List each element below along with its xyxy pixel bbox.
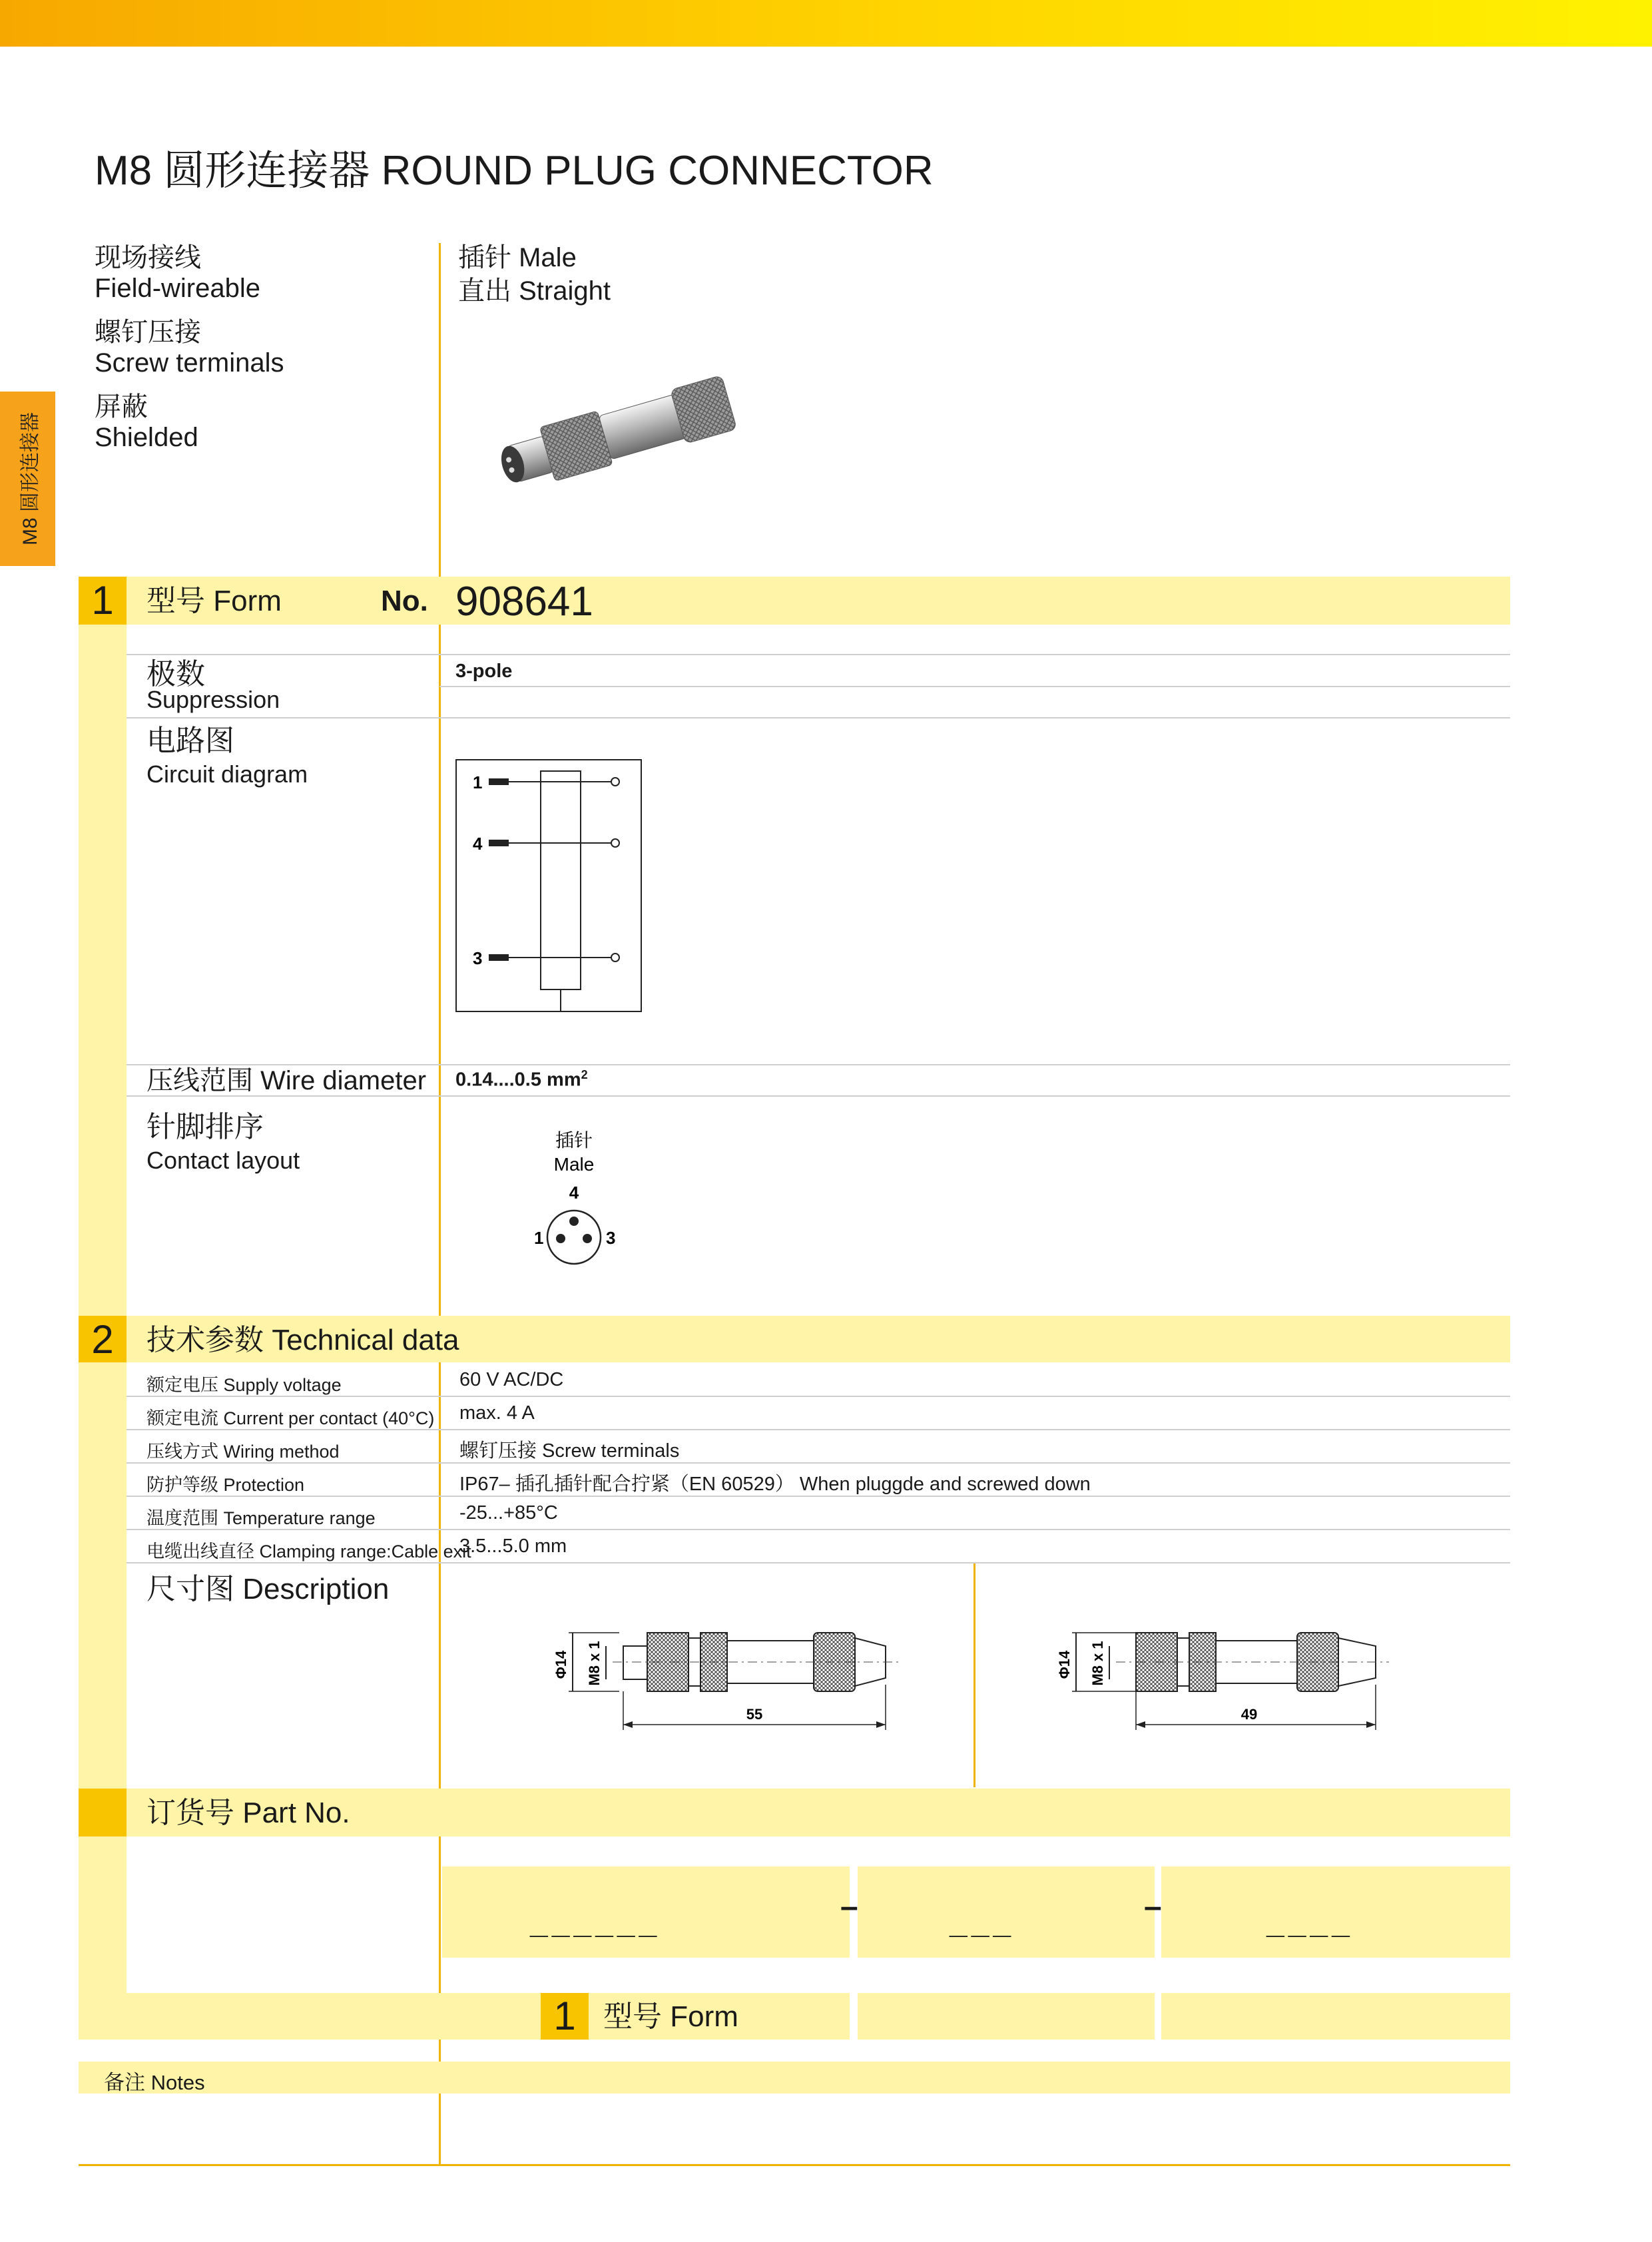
- connector-photo: [479, 363, 759, 496]
- wire-diameter-label: 压线范围 Wire diameter: [146, 1066, 427, 1095]
- band-gap: [1155, 1993, 1161, 2040]
- drawing-2-phi: Φ14: [1056, 1650, 1073, 1679]
- drawing-1-phi: Φ14: [553, 1650, 569, 1679]
- page-title: M8 圆形连接器 ROUND PLUG CONNECTOR: [95, 148, 934, 194]
- tech-row-value: 螺钉压接 Screw terminals: [459, 1440, 680, 1462]
- contact-pin-1: 1: [534, 1228, 544, 1248]
- circuit-label-en: Circuit diagram: [146, 760, 308, 788]
- circuit-pin-3: 3: [473, 948, 483, 968]
- tech-row-value: -25...+85°C: [459, 1502, 558, 1524]
- column-divider: [439, 243, 441, 2164]
- dimension-drawing-2: [1049, 1618, 1396, 1738]
- contact-layout-diagram: [519, 1125, 626, 1278]
- intro-label-1-zh: 现场接线: [95, 243, 201, 272]
- intro-straight-label: 直出 Straight: [458, 276, 611, 306]
- circuit-pin-4: 4: [473, 834, 483, 854]
- technical-label: 技术参数 Technical data: [146, 1324, 459, 1356]
- intro-label-3-en: Shielded: [95, 423, 198, 452]
- intro-male-label: 插针 Male: [458, 243, 577, 272]
- row-line: [127, 1496, 1510, 1497]
- partno-marker: [79, 1789, 127, 1836]
- section-number-1: 1: [79, 577, 127, 625]
- tech-row-label: 额定电压 Supply voltage: [146, 1375, 342, 1395]
- contact-pin-4: 4: [569, 1183, 579, 1203]
- row-line: [127, 1429, 1510, 1430]
- band-gap: [850, 1993, 858, 2040]
- tech-row-label: 防护等级 Protection: [146, 1475, 305, 1495]
- drawing-divider: [973, 1563, 975, 1787]
- circuit-label-zh: 电路图: [146, 724, 234, 757]
- drawing-1-thread: M8 x 1: [586, 1641, 603, 1686]
- side-tab-label: M8 圆形连接器: [19, 412, 41, 546]
- partno-label: 订货号 Part No.: [146, 1797, 350, 1829]
- left-strip-3: [79, 1836, 127, 1993]
- section-number-2: 2: [79, 1316, 127, 1362]
- form-band: [79, 577, 1510, 625]
- left-strip-2: [79, 1362, 127, 1789]
- partno-separator-1: –: [840, 1889, 862, 1924]
- circuit-pin-1: 1: [473, 772, 483, 792]
- contact-pin-3: 3: [606, 1228, 616, 1248]
- row-line: [127, 1396, 1510, 1397]
- tech-row-value: 3.5...5.0 mm: [459, 1536, 567, 1557]
- poles-value: 3-pole: [455, 661, 513, 682]
- circuit-diagram: [455, 759, 643, 1013]
- tech-row-value: 60 V AC/DC: [459, 1369, 564, 1390]
- poles-label-en: Suppression: [146, 686, 280, 713]
- row-line: [127, 654, 1510, 655]
- contact-caption-zh: 插针: [555, 1130, 593, 1151]
- left-strip-1: [79, 625, 127, 1317]
- drawing-2-thread: M8 x 1: [1089, 1641, 1106, 1686]
- intro-label-3-zh: 屏蔽: [95, 392, 148, 421]
- contact-label-en: Contact layout: [146, 1147, 300, 1174]
- side-tab: [0, 392, 55, 566]
- bottom-rule: [79, 2164, 1510, 2166]
- wire-diameter-sup: 2: [581, 1068, 588, 1081]
- notes-band: [79, 2062, 1510, 2094]
- wire-diameter-number: 0.14....0.5 mm: [455, 1069, 581, 1091]
- tech-row-label: 额定电流 Current per contact (40°C): [146, 1408, 435, 1428]
- intro-label-2-zh: 螺钉压接: [95, 318, 201, 347]
- intro-label-1-en: Field-wireable: [95, 274, 260, 303]
- wire-diameter-value: [455, 1068, 588, 1091]
- dimension-drawing-1: [546, 1618, 906, 1738]
- tech-row-label: 电缆出线直径 Clamping range:Cable exit: [146, 1541, 471, 1561]
- tech-row-label: 压线方式 Wiring method: [146, 1442, 340, 1462]
- tech-row-value: IP67– 插孔插针配合拧紧（EN 60529） When pluggde and screwed down: [459, 1474, 1091, 1495]
- intro-label-2-en: Screw terminals: [95, 348, 284, 378]
- drawing-2-length: 49: [1240, 1706, 1258, 1723]
- partno-separator-2: –: [1144, 1889, 1166, 1924]
- partno-slots-3: ____: [1266, 1905, 1354, 1940]
- poles-label-zh: 极数: [146, 658, 205, 691]
- contact-label-zh: 针脚排序: [146, 1111, 264, 1143]
- row-line: [127, 717, 1510, 718]
- description-label: 尺寸图 Description: [146, 1573, 390, 1605]
- tech-row-value: max. 4 A: [459, 1402, 535, 1424]
- row-line: [127, 1462, 1510, 1464]
- row-line: [127, 1529, 1510, 1530]
- row-line: [127, 1095, 1510, 1097]
- drawing-1-length: 55: [746, 1706, 763, 1723]
- partno-slots-2: ___: [950, 1905, 1015, 1940]
- no-label: No.: [381, 585, 428, 617]
- form-label: 型号 Form: [146, 585, 282, 617]
- row-line: [439, 686, 1510, 687]
- part-number: 908641: [455, 579, 593, 625]
- contact-caption-en: Male: [553, 1154, 595, 1175]
- top-color-bar: [0, 0, 1652, 47]
- partno-slots-1: ______: [530, 1905, 661, 1940]
- partno-form-label: 型号 Form: [603, 2000, 738, 2033]
- notes-label: 备注 Notes: [104, 2071, 205, 2094]
- row-line: [127, 1562, 1510, 1563]
- partno-form-band: [79, 1993, 1510, 2040]
- partno-form-number: 1: [541, 1993, 589, 2040]
- tech-row-label: 温度范围 Temperature range: [146, 1508, 376, 1528]
